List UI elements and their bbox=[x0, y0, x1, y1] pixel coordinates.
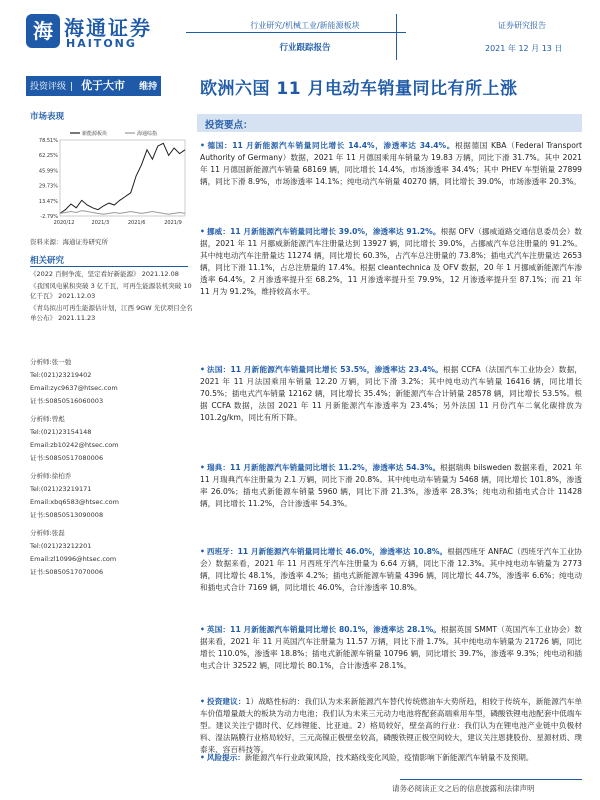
market-heading: 市场表现 bbox=[30, 112, 65, 122]
analyst-tel: Tel:(021)23219171 bbox=[30, 485, 92, 493]
analyst-name: 分析师:曾彪 bbox=[30, 415, 65, 423]
bullet-icon: • bbox=[200, 463, 205, 472]
x-tick-label: 2021/6 bbox=[127, 220, 146, 226]
kp-norway: • 挪威：11 月新能源汽车销量同比增长 39.0%，渗透率达 91.2%。根据 OFV（挪威道路交通信息委员会）数据，2021 年 11 月挪威新能源汽车注册量达到 13927 辆，同比增长 39.0%，占挪威汽车总注册量的 91.2%。其中纯电动汽车注册量达 11274 辆，同比增长 60.3%，占汽车总注册量的 73.8%；插电式汽车注册量达 2653 辆，同比下滑 11.1%，占总注册量的 17.4%。根据 cleantechnica 及 OFV 数据，20 年 1 月挪威新能源汽车渗透率 64.4%，2 月渗透率提升至 68.2%，11 月渗透率提升至 79.9%，12 月渗透率提升至 87.1%；而 21 年 11 月为 91.2%，维持较高水平。 bbox=[200, 227, 583, 296]
kp-spain: • 西班牙：11 月新能源汽车销量同比增长 46.0%，渗透率达 10.8%。根据西班牙 ANFAC（西班牙汽车工业协会）数据来看，2021 年 11 月西班牙汽车注册量为 6.64 万辆，同比下滑 12.3%。其中纯电动车销量为 2773 辆，同比增长 48.1%，渗透率 4.2%；插电式新能源车销量 4396 辆，同比增长 44.7%，渗透率 6.6%；纯电动和插电式合计 7169 辆，同比增长 46.0%，合计渗透率 10.8%。 bbox=[200, 547, 583, 592]
market-chart bbox=[28, 126, 193, 234]
analyst-tel: Tel:(021)23154148 bbox=[30, 428, 92, 436]
related-heading: 相关研究 bbox=[30, 256, 65, 266]
bullet-icon: • bbox=[200, 547, 205, 556]
analyst-list bbox=[30, 356, 190, 579]
kp-germany: • 德国：11 月新能源汽车销量同比增长 14.4%，渗透率达 34.4%。根据德国 KBA（Federal Transport Authority of Germany）数据，2021 年 11 月德国乘用车销量为 19.83 万辆，同比下滑 31.7%。其中 2021 年 11 月德国新能源汽车销量 68169 辆，同比增长 14.4%，市场渗透率 34.4%；其中 PHEV 车型销量 27899 辆，同比下滑 8.9%，市场渗透率 14.1%；纯电动汽车销量 40270 辆，同比增长 39.0%，市场渗透率 20.3%。 bbox=[200, 141, 582, 186]
header-divider bbox=[186, 32, 406, 33]
kp-risk: • 风险提示：新能源汽车行业政策风险，技术路线变化风险，疫情影响下新能源汽车销量不及预期。 bbox=[200, 753, 534, 762]
bullet-icon: • bbox=[200, 697, 205, 706]
kp-uk: • 英国：11 月新能源汽车销量同比增长 80.1%，渗透率达 28.1%。根据英国 SMMT（英国汽车工业协会）数据来看，2021 年 11 月英国汽车注册量为 11.57 万辆，同比下滑 1.7%。其中纯电动车销量为 21726 辆，同比增长 110.0%，渗透率 18.8%；插电式新能源车销量 10796 辆，同比增长 39.7%，渗透率 9.3%；纯电动和插电式合计 32522 辆，同比增长 80.1%，合计渗透率 28.1%。 bbox=[200, 625, 582, 670]
bullet-icon: • bbox=[200, 365, 205, 374]
disclaimer-footer: 请务必阅读正文之后的信息披露和法律声明 bbox=[392, 784, 535, 793]
bullet-icon: • bbox=[200, 753, 205, 762]
related-item[interactable]: 《青岛拟出可再生能源估计划，江西 9GW 光伏项目全名单公布》 2021.11.23 bbox=[30, 304, 193, 322]
kp-sweden: • 瑞典：11 月新能源汽车销量同比增长 11.2%，渗透率达 54.3%。根据瑞典 bilsweden 数据来看，2021 年 11 月瑞典汽车注册量为 2.1 万辆，同比下滑 20.8%。其中纯电动车销量为 5468 辆，同比增长 101.8%，渗透率 26.0%；插电式新能源车销量 5960 辆，同比下滑 21.3%，渗透率 28.3%；纯电动和插电式合计 11428 辆，同比增长 11.2%，合计渗透率 54.3%。 bbox=[200, 463, 583, 508]
analyst-email[interactable]: Email:zb10242@htsec.com bbox=[30, 441, 119, 449]
report-categories: 行业研究/机械工业/新能源板块 bbox=[250, 21, 360, 30]
related-list bbox=[30, 269, 195, 323]
analyst-name: 分析师:张磊 bbox=[30, 529, 65, 537]
chart-source: 资料来源：海通证券研究所 bbox=[30, 238, 108, 246]
rating-value: 优于大市 bbox=[81, 79, 126, 92]
series-line bbox=[60, 211, 185, 215]
logo-en-text: HAITONG bbox=[66, 37, 137, 50]
legend-label: 海通综指 bbox=[137, 131, 158, 137]
haitong-logo-icon: 海 bbox=[26, 14, 60, 48]
analyst-email[interactable]: Email:zl10996@htsec.com bbox=[30, 555, 117, 563]
x-tick-label: 2021/3 bbox=[91, 220, 110, 226]
kp-france: • 法国：11 月新能源汽车销量同比增长 53.5%，渗透率达 23.4%。根据 CCFA（法国汽车工业协会）数据，2021 年 11 月法国乘用车销量 12.20 万辆，同比下滑 3.2%；其中纯电动汽车销量 16416 辆，同比增长 70.5%；插电式汽车销量 12162 辆，同比增长 35.4%；新能源汽车合计销量 28578 辆，同比增长 53.5%。根据 CCFA 数据，法国 2021 年 11 月新能源汽车渗透率为 23.4%；另外法国 11 月份汽车二氧化碳排放为 101.2g/km，同比有所下降。 bbox=[200, 365, 582, 422]
logo-cn-text: 海通证券 bbox=[64, 16, 152, 40]
analyst-cert: 证书:S0850513090008 bbox=[30, 511, 104, 519]
market-chart-svg bbox=[28, 126, 193, 234]
analyst-email[interactable]: Email:zyc9637@htsec.com bbox=[30, 384, 118, 392]
analyst-cert: 证书:S0850516060003 bbox=[30, 397, 104, 405]
report-date: 2021 年 12 月 13 日 bbox=[485, 44, 563, 53]
analyst-cert: 证书:S0850517070006 bbox=[30, 568, 104, 576]
rating-action: 维持 bbox=[139, 82, 158, 92]
y-tick-label: 29.73% bbox=[38, 183, 58, 190]
analyst-tel: Tel:(021)23219402 bbox=[30, 371, 92, 379]
related-item[interactable]: 《2022 百舸争流，坚定看好新能源》 2021.12.08 bbox=[30, 270, 179, 278]
footer-divider bbox=[400, 779, 582, 780]
report-type: 行业跟踪报告 bbox=[279, 43, 331, 53]
bullet-icon: • bbox=[200, 141, 205, 150]
bullet-icon: • bbox=[200, 227, 205, 236]
rating-label: 投资评级 bbox=[30, 82, 67, 92]
bullet-icon: • bbox=[200, 625, 205, 634]
analyst-card bbox=[30, 470, 190, 522]
related-item[interactable]: 《我国风电累积突破 3 亿千瓦，可再生能源装机突破 10 亿千瓦》 2021.12.03 bbox=[30, 282, 192, 300]
key-points-label: 投资要点： bbox=[205, 120, 253, 131]
series-line bbox=[60, 143, 185, 213]
kp-investment-advice: • 投资建议：1）战略性标的：我们认为未来新能源汽车替代传统燃油车大势所趋，相较于传统车，新能源汽车单车价值增量最大的板块为动力电池；我们认为未来三元动力电池将配套高端乘用车型，磷酸铁锂电池配套中低端车型。建议关注宁德时代、亿纬锂能、比亚迪。2）格局较好，壁垒高的行业：我们认为在锂电池产业链中负极材料、湿法隔膜行业格局较好，三元高镍正极壁垒较高，磷酸铁锂正极空间较大，建议关注恩捷股份、星源材质、璞泰来、容百科技等。 bbox=[200, 697, 583, 754]
doc-type: 证券研究报告 bbox=[498, 21, 546, 30]
key-points-header-bar bbox=[197, 114, 582, 132]
x-tick-label: 2021/9 bbox=[164, 220, 182, 226]
legend-label: 新能源板块 bbox=[82, 131, 108, 137]
y-tick-label: 62.25% bbox=[38, 153, 58, 160]
y-tick-label: -2.79% bbox=[40, 214, 58, 220]
analyst-name: 分析师:张一弛 bbox=[30, 358, 72, 366]
y-tick-label: 78.51% bbox=[38, 138, 58, 144]
analyst-tel: Tel:(021)23212201 bbox=[30, 542, 92, 550]
analyst-cert: 证书:S0850517080006 bbox=[30, 454, 104, 462]
analyst-card bbox=[30, 413, 190, 465]
x-tick-label: 2020/12 bbox=[53, 220, 75, 226]
page-title: 欧洲六国 11 月电动车销量同比有所上涨 bbox=[200, 79, 518, 99]
analyst-name: 分析师:徐柏乔 bbox=[30, 472, 72, 480]
header-vertical-divider bbox=[396, 14, 397, 60]
y-tick-label: 13.47% bbox=[38, 198, 58, 205]
analyst-card bbox=[30, 356, 190, 408]
y-tick-label: 45.99% bbox=[38, 168, 58, 175]
analyst-card bbox=[30, 527, 190, 579]
rating-bar: 投资评级 | 优于大市 维持 bbox=[26, 76, 161, 96]
analyst-email[interactable]: Email:xbq6583@htsec.com bbox=[30, 498, 119, 506]
related-divider bbox=[30, 266, 188, 267]
